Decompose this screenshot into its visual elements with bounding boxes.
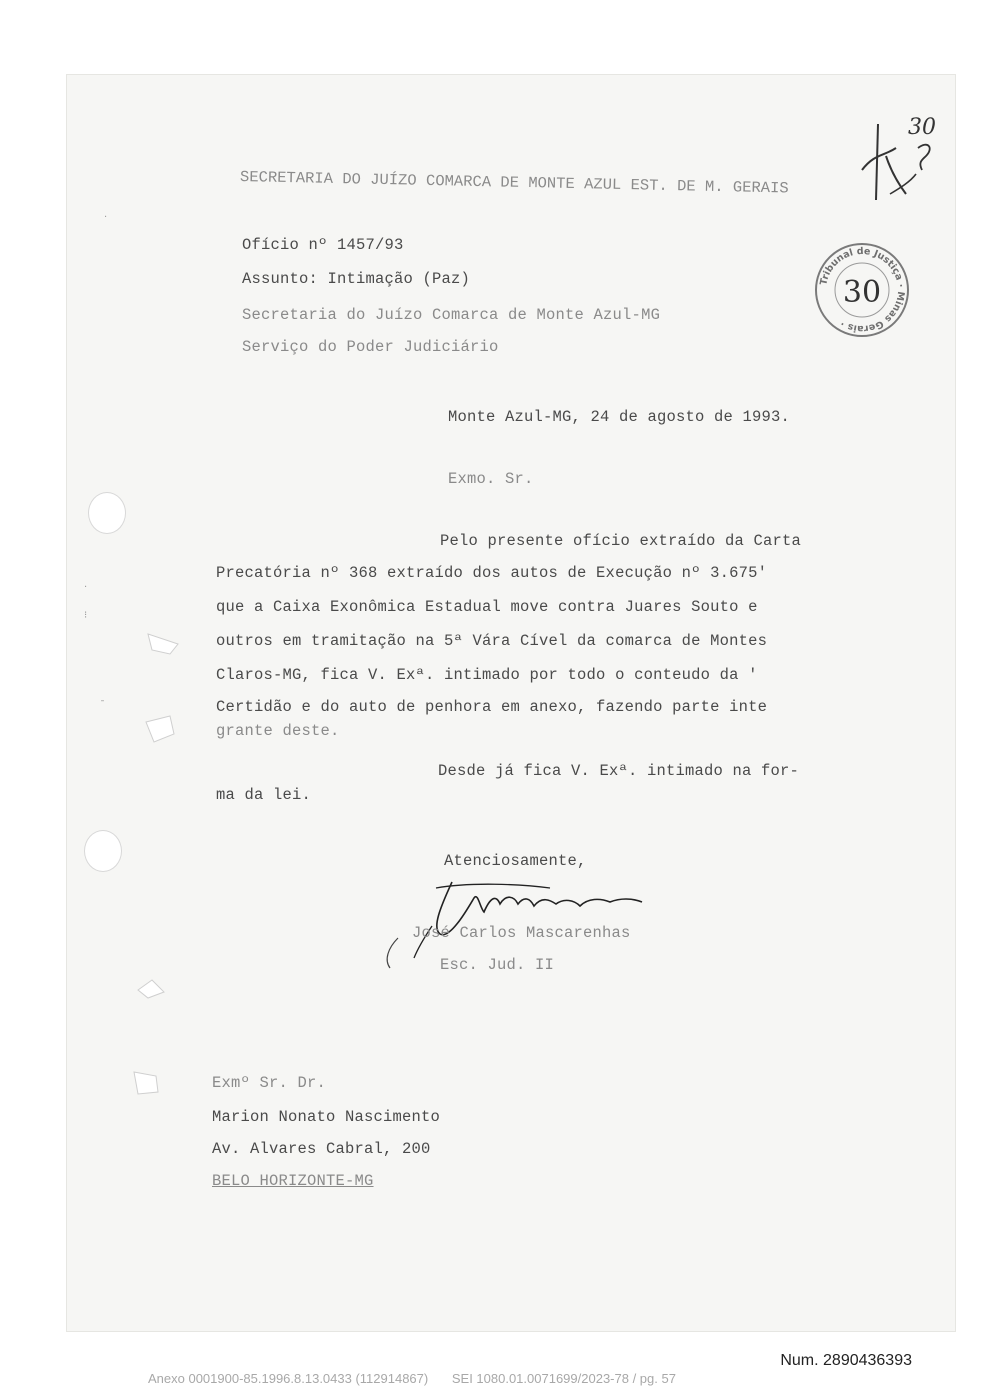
subject-line: Assunto: Intimação (Paz): [242, 270, 471, 288]
signer-title: Esc. Jud. II: [440, 956, 555, 974]
tear-mark-1: [144, 628, 184, 658]
court-stamp: [812, 240, 912, 340]
body-line: Certidão e do auto de penhora em anexo, fazendo parte inte: [216, 698, 768, 716]
servico-line: Serviço do Poder Judiciário: [242, 338, 499, 356]
document-number: Num. 2890436393: [780, 1352, 912, 1369]
letter-header: SECRETARIA DO JUÍZO COMARCA DE MONTE AZUL EST. DE M. GERAIS: [239, 168, 789, 198]
closing: Atenciosamente,: [444, 852, 587, 870]
stamp-ring-text: Tribunal de Justiça · Minas Gerais ·: [818, 245, 907, 335]
body2-line: Desde já fica V. Exª. intimado na for-: [438, 762, 800, 780]
body-line: Claros-MG, fica V. Exª. intimado por todo o conteudo da ': [216, 666, 758, 684]
handwritten-initials-mark: [856, 104, 946, 214]
margin-speck: ⁝: [84, 610, 88, 621]
footer-reference: [148, 1371, 676, 1386]
margin-speck: ·: [104, 212, 108, 223]
secretaria-line: Secretaria do Juízo Comarca de Monte Azul-MG: [242, 306, 661, 324]
addressee-line: Av. Alvares Cabral, 200: [212, 1140, 431, 1158]
salutation: Exmo. Sr.: [448, 470, 534, 488]
tear-mark-3: [134, 976, 168, 1002]
date-line: Monte Azul-MG, 24 de agosto de 1993.: [448, 408, 791, 426]
margin-speck: ˉ: [100, 700, 105, 711]
body-line: outros em tramitação na 5ª Vára Cível da comarca de Montes: [216, 632, 768, 650]
footer-attachment-ref: Anexo 0001900-85.1996.8.13.0433 (112914867): [148, 1371, 429, 1386]
punch-hole-top: [88, 492, 126, 534]
margin-speck: ·: [84, 582, 88, 593]
body-line: grante deste.: [216, 722, 340, 740]
addressee-line: Marion Nonato Nascimento: [212, 1108, 441, 1126]
body2-line: ma da lei.: [216, 786, 312, 804]
punch-hole-bottom: [84, 830, 122, 872]
tear-mark-2: [140, 712, 180, 746]
addressee-city: BELO HORIZONTE-MG: [212, 1172, 374, 1190]
body-line: Pelo presente ofício extraído da Carta: [440, 532, 802, 550]
handwritten-page-number: 30: [908, 115, 936, 140]
addressee-line: Exmº Sr. Dr.: [212, 1074, 327, 1092]
oficio-number: Ofício nº 1457/93: [242, 236, 404, 254]
body-line: Precatória nº 368 extraído dos autos de Execução nº 3.675': [216, 564, 768, 582]
tear-mark-4: [128, 1066, 164, 1098]
stamp-number: 30: [842, 275, 882, 310]
body-line: que a Caixa Exonômica Estadual move contra Juares Souto e: [216, 598, 758, 616]
signer-name: José Carlos Mascarenhas: [412, 924, 631, 942]
footer-sei-ref: SEI 1080.01.0071699/2023-78 / pg. 57: [451, 1371, 676, 1386]
